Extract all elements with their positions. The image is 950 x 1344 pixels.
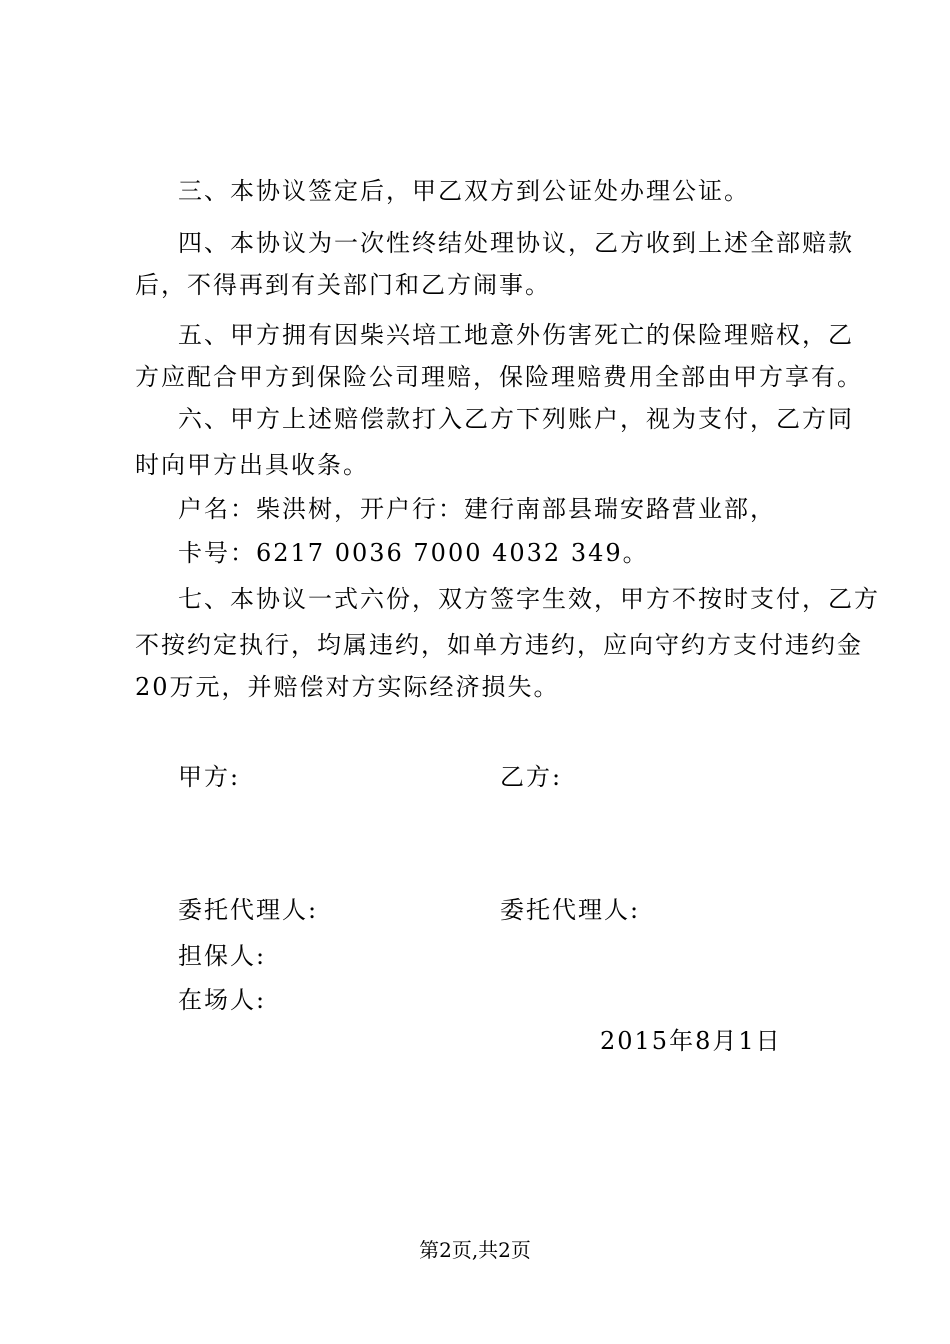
clause-3-line-1: 三、本协议签定后，甲乙双方到公证处办理公证。 <box>178 177 750 205</box>
party-a-label: 甲方: <box>178 763 241 791</box>
witness-label: 在场人: <box>178 986 267 1014</box>
account-name-line: 户名：柴洪树，开户行：建行南部县瑞安路营业部， <box>178 495 776 523</box>
clause-6-line-1: 六、甲方上述赔偿款打入乙方下列账户，视为支付，乙方同 <box>178 405 854 433</box>
clause-7-line-2: 不按约定执行，均属违约，如单方违约，应向守约方支付违约金 <box>135 631 863 659</box>
guarantor-label: 担保人: <box>178 942 267 970</box>
agent-a-label: 委托代理人: <box>178 896 319 924</box>
signing-date: 2015年8月1日 <box>600 1027 782 1055</box>
party-b-label: 乙方: <box>500 763 563 791</box>
clause-5-line-2: 方应配合甲方到保险公司理赔，保险理赔费用全部由甲方享有。 <box>135 363 863 391</box>
clause-6-line-2: 时向甲方出具收条。 <box>135 451 369 479</box>
clause-5-line-1: 五、甲方拥有因柴兴培工地意外伤害死亡的保险理赔权，乙 <box>178 321 854 349</box>
page-footer: 第2页,共2页 <box>419 1238 531 1262</box>
clause-4-line-2: 后，不得再到有关部门和乙方闹事。 <box>135 271 551 299</box>
clause-7-line-1: 七、本协议一式六份，双方签字生效，甲方不按时支付，乙方 <box>178 585 880 613</box>
clause-4-line-1: 四、本协议为一次性终结处理协议，乙方收到上述全部赔款 <box>178 229 854 257</box>
agent-b-label: 委托代理人: <box>500 896 641 924</box>
clause-7-line-3: 20万元，并赔偿对方实际经济损失。 <box>135 673 560 701</box>
card-number-line: 卡号：6217 0036 7000 4032 349。 <box>178 539 649 567</box>
